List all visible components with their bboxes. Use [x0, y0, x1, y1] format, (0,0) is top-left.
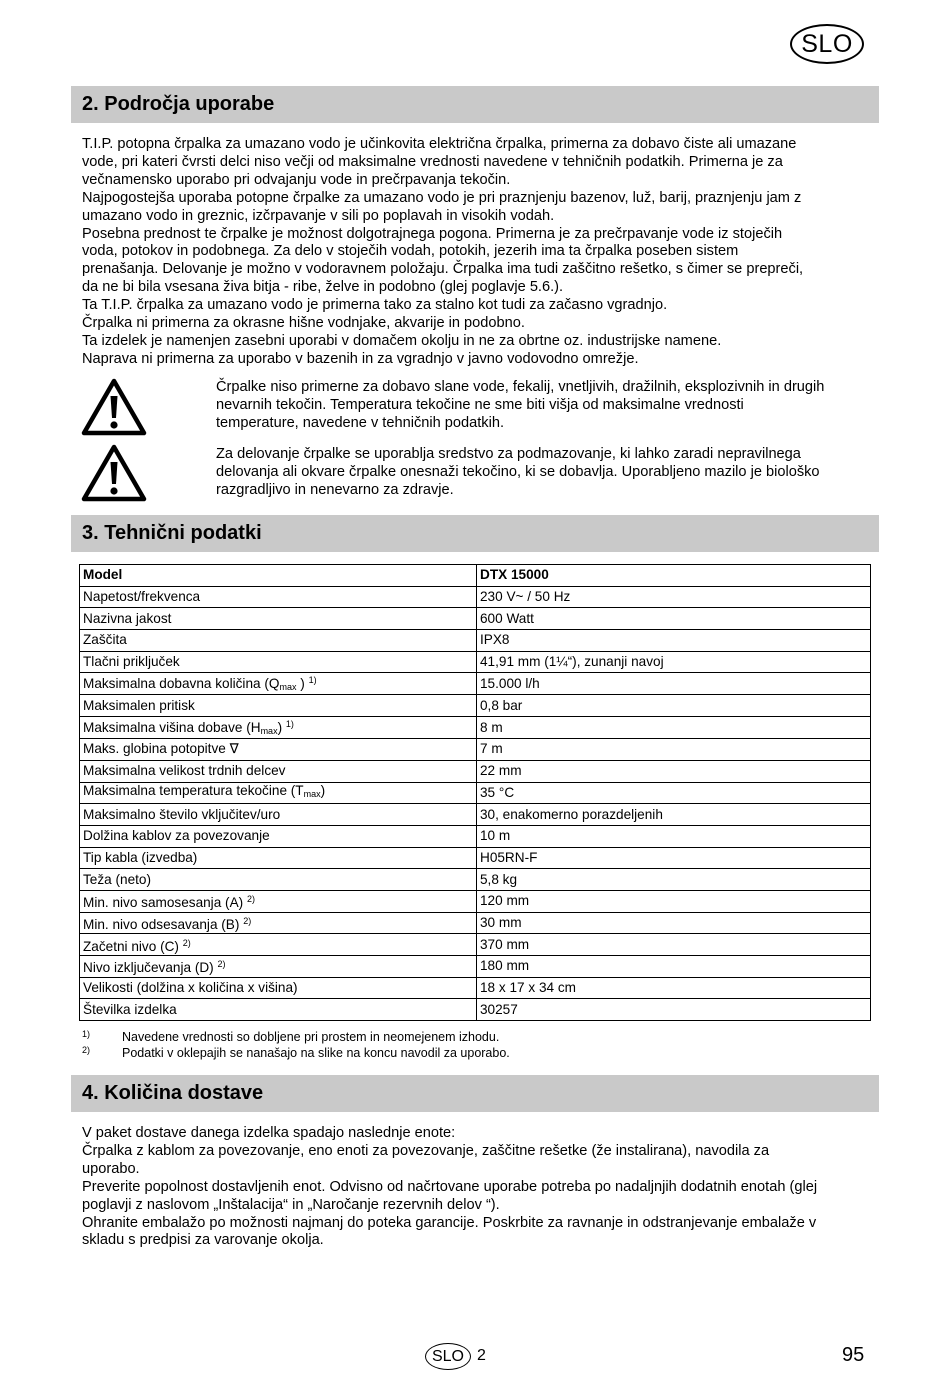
text-line: Črpalke niso primerne za dobavo slane vode, fekalij, vnetljivih, dražilnih, eksplozivnih in drugih	[216, 379, 825, 395]
text-line: skladu s predpisi za varovanje okolja.	[82, 1232, 324, 1249]
footer-sub-number: 2	[477, 1347, 486, 1364]
row-label-subscript: max	[303, 789, 321, 800]
table-cell-value: 30257	[477, 999, 871, 1021]
footnote-text: Podatki v oklepajih se nanašajo na slike na koncu navodil za uporabo.	[122, 1046, 510, 1060]
row-label: Zaščita	[83, 632, 127, 648]
row-label-subscript: max	[260, 726, 278, 737]
text-line: Ohranite embalažo po možnosti najmanj do poteka garancije. Poskrbite za ravnanje in odstranjevanje embalaže v	[82, 1214, 817, 1231]
table-row	[80, 608, 871, 630]
table-row	[80, 651, 871, 673]
text-line: Posebna prednost te črpalke je možnost dolgotrajnega pogona. Primerna je za prečrpavanje vode iz stoječih	[82, 225, 783, 242]
warning-text-liquids	[216, 379, 876, 433]
table-cell-value: 230 V~ / 50 Hz	[477, 586, 871, 608]
text-line: Naprava ni primerna za uporabo v bazenih in za vgradnjo v javno vodovodno omrežje.	[82, 350, 639, 367]
table-cell-label	[80, 739, 477, 761]
row-label: Min. nivo samosesanja (A)	[83, 895, 244, 911]
row-label: Tlačni priključek	[83, 654, 180, 670]
text-line: voda, potokov in podobnega. Za delo v stoječih vodah, potokih, jezerih ima ta črpalka poseben sistem	[82, 243, 739, 260]
table-cell-value: 180 mm	[477, 956, 871, 978]
footnote-mark: 2)	[82, 1045, 91, 1055]
text-line: V paket dostave danega izdelka spadajo naslednje enote:	[82, 1125, 456, 1141]
table-row	[80, 890, 871, 912]
table-cell-value: 7 m	[477, 739, 871, 761]
table-cell-label	[80, 760, 477, 782]
row-label: Maks. globina potopitve	[83, 741, 230, 757]
technical-data-table	[79, 564, 871, 1021]
table-cell-label	[80, 586, 477, 608]
table-row	[80, 956, 871, 978]
text-line: Ta T.I.P. črpalka za umazano vodo je primerna tako za stalno kot tudi za začasno vgradnjo.	[82, 297, 668, 314]
row-label-footnote-ref: 1)	[308, 675, 317, 686]
text-line: razgradljivo in nenevarno za zdravje.	[216, 481, 454, 498]
table-row	[80, 912, 871, 934]
row-label: Min. nivo odsesavanja (B)	[83, 916, 240, 932]
section-4-text	[82, 1125, 877, 1250]
footnote-text: Navedene vrednosti so dobljene pri prostem in neomejenem izhodu.	[122, 1030, 500, 1044]
row-label-suffix: )	[277, 720, 283, 736]
table-cell-label	[80, 825, 477, 847]
table-cell-label	[80, 651, 477, 673]
table-header-row	[80, 565, 871, 587]
page-number: 95	[842, 1344, 865, 1366]
warning-text-lubricant	[216, 446, 876, 500]
section-heading-delivery-contents: 4. Količina dostave	[71, 1075, 879, 1112]
row-label: Maksimalen pritisk	[83, 697, 195, 713]
table-row	[80, 782, 871, 804]
table-row	[80, 760, 871, 782]
row-label: Številka izdelka	[83, 1001, 177, 1017]
table-row	[80, 977, 871, 999]
row-label: Maksimalna velikost trdnih delcev	[83, 763, 286, 779]
table-row	[80, 739, 871, 761]
text-line: delovanja ali okvare črpalke onesnaži tekočino, ki se dobavlja. Uporabljeno mazilo je biološko	[216, 463, 820, 480]
table-cell-value: 30 mm	[477, 912, 871, 934]
table-cell-label	[80, 695, 477, 717]
table-cell-label	[80, 630, 477, 652]
warning-triangle-icon	[81, 378, 147, 436]
text-line: Črpalka z kablom za povezovanje, eno enoti za povezovanje, zaščitne rešetke (že instalirana), navodila za	[82, 1142, 770, 1159]
table-cell-label	[80, 977, 477, 999]
row-label: Nazivna jakost	[83, 610, 172, 626]
row-label-subscript: max	[279, 682, 297, 693]
table-cell-label	[80, 999, 477, 1021]
table-cell-value: 41,91 mm (1¼“), zunanji navoj	[477, 651, 871, 673]
table-row	[80, 999, 871, 1021]
row-label: Teža (neto)	[83, 871, 152, 887]
table-cell-value: DTX 15000	[477, 565, 871, 587]
table-cell-value: 600 Watt	[477, 608, 871, 630]
table-row	[80, 869, 871, 891]
table-row	[80, 717, 871, 739]
footer-language-badge: SLO	[425, 1343, 471, 1370]
table-cell-value: 22 mm	[477, 760, 871, 782]
table-cell-value: 8 m	[477, 717, 871, 739]
table-row	[80, 804, 871, 826]
table-cell-value: 18 x 17 x 34 cm	[477, 977, 871, 999]
row-label: Nivo izključevanja (D)	[83, 960, 214, 976]
table-cell-value: 0,8 bar	[477, 695, 871, 717]
text-line: večnamensko uporabo pri odvajanju vode in prečrpavanja tekočin.	[82, 171, 511, 188]
table-cell-value: H05RN-F	[477, 847, 871, 869]
row-label: Maksimalna temperatura tekočine (T	[83, 783, 304, 799]
row-label: Začetni nivo (C)	[83, 938, 179, 954]
row-label-footnote-ref: 2)	[246, 894, 255, 905]
table-cell-value: 15.000 l/h	[477, 673, 871, 695]
row-label: Tip kabla (izvedba)	[83, 849, 198, 865]
table-cell-label	[80, 608, 477, 630]
footnote-mark: 1)	[82, 1029, 91, 1039]
text-line: nevarnih tekočin. Temperatura tekočine ne sme biti višja od maksimalne vrednosti	[216, 396, 744, 413]
row-label: Velikosti (dolžina x količina x višina)	[83, 980, 298, 996]
row-label: Napetost/frekvenca	[83, 589, 201, 605]
water-level-symbol-icon: ∇	[229, 741, 239, 757]
text-line: poglavji z naslovom „Inštalacija“ in „Naročanje rezervnih delov “).	[82, 1196, 500, 1213]
table-cell-value: 30, enakomerno porazdeljenih	[477, 804, 871, 826]
table-row	[80, 934, 871, 956]
table-cell-label	[80, 890, 477, 912]
table-cell-value: IPX8	[477, 630, 871, 652]
row-label-suffix: )	[296, 676, 305, 692]
row-label: Maksimalna višina dobave (H	[83, 720, 261, 736]
language-badge: SLO	[790, 24, 864, 64]
table-cell-value: 120 mm	[477, 890, 871, 912]
table-cell-value: 370 mm	[477, 934, 871, 956]
text-line: vode, pri kateri čvrsti delci niso večji od maksimalne vrednosti navedene v tehničnih podatkih. Primerna je za	[82, 153, 783, 170]
table-cell-value: 5,8 kg	[477, 869, 871, 891]
text-line: T.I.P. potopna črpalka za umazano vodo je učinkovita električna črpalka, primerna za dobavo čiste ali umazane	[82, 136, 797, 152]
row-label-footnote-ref: 2)	[243, 915, 252, 926]
table-cell-label	[80, 782, 477, 804]
table-cell-label	[80, 673, 477, 695]
row-label: Dolžina kablov za povezovanje	[83, 828, 270, 844]
table-row	[80, 673, 871, 695]
table-cell-value: 10 m	[477, 825, 871, 847]
text-line: umazano vodo in greznic, izčrpavanje v sili po poplavah in visokih vodah.	[82, 207, 555, 224]
table-row	[80, 586, 871, 608]
table-row	[80, 695, 871, 717]
text-line: da ne bi bila vsesana živa bitja - ribe, želve in podobno (glej poglavje 5.6.).	[82, 279, 564, 296]
table-row	[80, 630, 871, 652]
table-row	[80, 825, 871, 847]
text-line: temperature, navedene v tehničnih podatkih.	[216, 414, 505, 431]
table-cell-label	[80, 956, 477, 978]
text-line: Preverite popolnost dostavljenih enot. Odvisno od načrtovane uporabe potreba po nadaljnjih dodatnih enotah (glej	[82, 1178, 818, 1195]
row-label-footnote-ref: 2)	[182, 937, 191, 948]
table-cell-label: Model	[80, 565, 477, 587]
text-line: prenašanja. Delovanje je možno v vodoravnem položaju. Črpalka ima tudi zaščitno rešetko, s čimer se prepreči,	[82, 261, 804, 278]
table-cell-value: 35 °C	[477, 782, 871, 804]
row-label-suffix: )	[320, 783, 326, 799]
table-cell-label	[80, 717, 477, 739]
table-cell-label	[80, 847, 477, 869]
table-cell-label	[80, 934, 477, 956]
text-line: uporabo.	[82, 1160, 140, 1177]
table-cell-label	[80, 804, 477, 826]
section-heading-areas-of-use: 2. Področja uporabe	[71, 86, 879, 123]
row-label-footnote-ref: 1)	[285, 719, 294, 730]
row-label: Maksimalna dobavna količina (Q	[83, 676, 280, 692]
text-line: Najpogostejša uporaba potopne črpalke za umazano vodo je pri praznjenju bazenov, luž, barij, praznjenju jam z	[82, 189, 802, 206]
text-line: Črpalka ni primerna za okrasne hišne vodnjake, akvarije in podobno.	[82, 315, 525, 332]
section-2-text	[82, 136, 877, 369]
table-cell-label	[80, 869, 477, 891]
table-row	[80, 847, 871, 869]
text-line: Za delovanje črpalke se uporablja sredstvo za podmazovanje, ki lahko zaradi nepravilnega	[216, 446, 801, 462]
section-heading-technical-data: 3. Tehnični podatki	[71, 515, 879, 552]
table-cell-label	[80, 912, 477, 934]
row-label-footnote-ref: 2)	[217, 959, 226, 970]
warning-triangle-icon	[81, 444, 147, 502]
text-line: Ta izdelek je namenjen zasebni uporabi v domačem okolju in ne za obrtne oz. industrijske namene.	[82, 332, 722, 349]
row-label: Maksimalno število vključitev/uro	[83, 806, 281, 822]
